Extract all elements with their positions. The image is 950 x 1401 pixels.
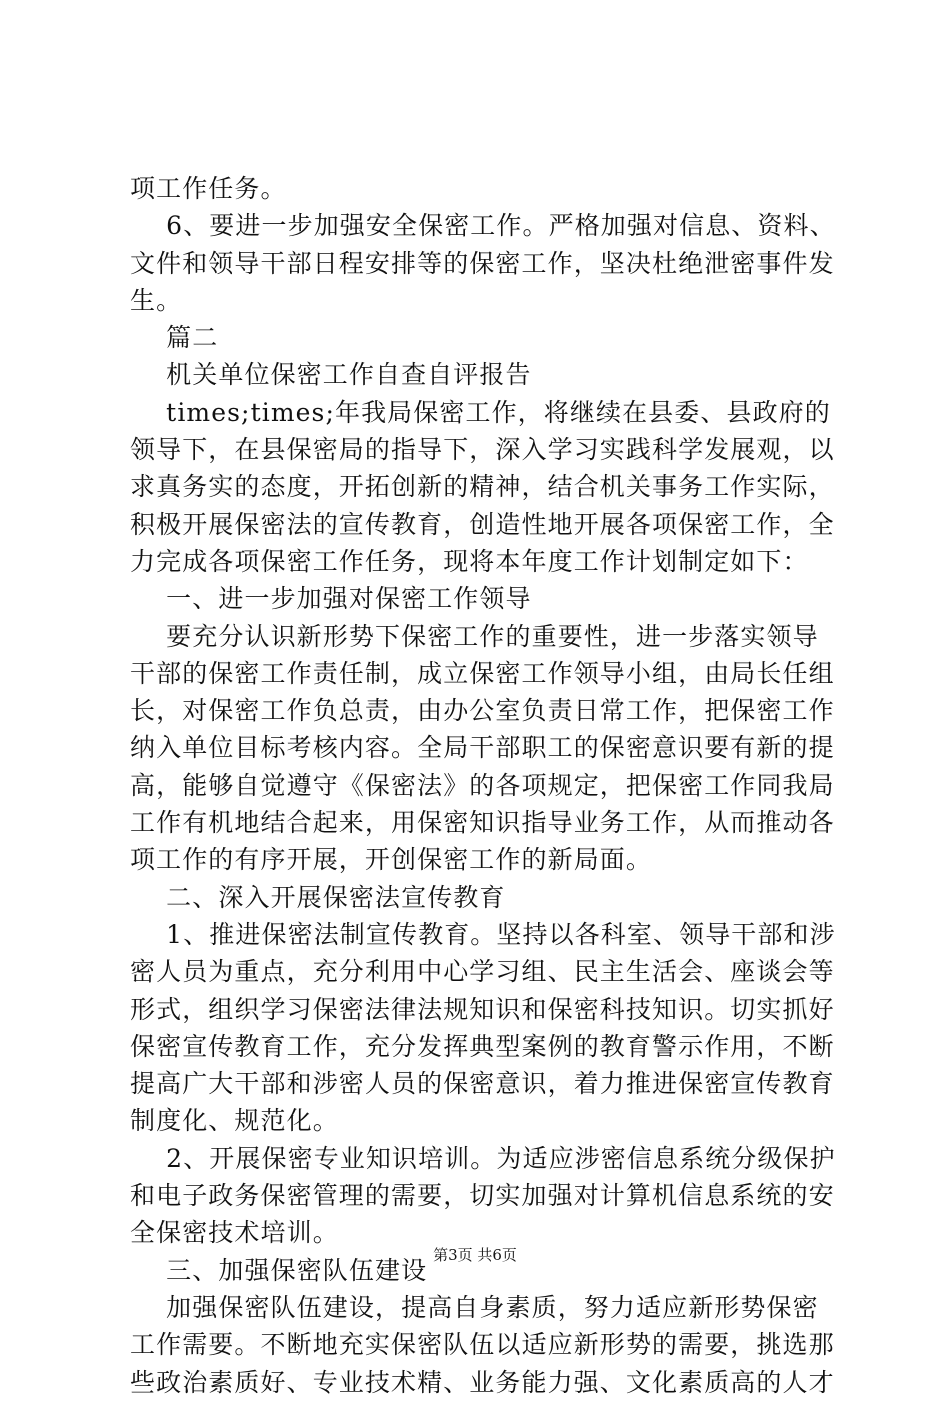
- text-line: 长，对保密工作负总责，由办公室负责日常工作，把保密工作: [130, 696, 835, 726]
- text-line: 形式，组织学习保密法律法规知识和保密科技知识。切实抓好: [130, 994, 835, 1024]
- text-line: 工作有机地结合起来，用保密知识指导业务工作，从而推动各: [130, 808, 835, 838]
- text-line: 高，能够自觉遵守《保密法》的各项规定，把保密工作同我局: [130, 770, 835, 800]
- document-body: [130, 170, 836, 1401]
- text-line: 和电子政务保密管理的需要，切实加强对计算机信息系统的安: [130, 1181, 835, 1211]
- text-line: 机关单位保密工作自查自评报告: [130, 360, 532, 390]
- text-line: 加强保密队伍建设，提高自身素质，努力适应新形势保密: [130, 1292, 819, 1322]
- text-line: 项工作任务。: [130, 174, 287, 203]
- text-line: 制度化、规范化。: [130, 1106, 339, 1136]
- text-line: 求真务实的态度，开拓创新的精神，结合机关事务工作实际，: [130, 472, 835, 502]
- text-line: 全保密技术培训。: [130, 1218, 339, 1248]
- text-line: 三、加强保密队伍建设: [130, 1255, 428, 1285]
- text-line: 保密宣传教育工作，充分发挥典型案例的教育警示作用，不断: [130, 1031, 835, 1061]
- text-line: 提高广大干部和涉密人员的保密意识，着力推进保密宣传教育: [130, 1069, 835, 1099]
- text-line: 一、进一步加强对保密工作领导: [130, 584, 532, 614]
- text-line: 6、要进一步加强安全保密工作。严格加强对信息、资料、: [130, 211, 836, 241]
- text-line: 领导下，在县保密局的指导下，深入学习实践科学发展观，以: [130, 435, 835, 465]
- text-line: times;times;年我局保密工作，将继续在县委、县政府的: [130, 397, 831, 427]
- text-line: 工作需要。不断地充实保密队伍以适应新形势的需要，挑选那: [130, 1330, 835, 1360]
- text-line: 文件和领导干部日程安排等的保密工作，坚决杜绝泄密事件发: [130, 248, 835, 278]
- text-line: 项工作的有序开展，开创保密工作的新局面。: [130, 845, 653, 875]
- text-line: 二、深入开展保密法宣传教育: [130, 882, 506, 912]
- text-line: 2、开展保密专业知识培训。为适应涉密信息系统分级保护: [130, 1143, 836, 1173]
- text-line: 些政治素质好、专业技术精、业务能力强、文化素质高的人才: [130, 1367, 835, 1397]
- page-footer: 第3页 共6页: [433, 1246, 517, 1264]
- text-line: 积极开展保密法的宣传教育，创造性地开展各项保密工作，全: [130, 509, 835, 539]
- text-line: 密人员为重点，充分利用中心学习组、民主生活会、座谈会等: [130, 957, 835, 987]
- text-line: 1、推进保密法制宣传教育。坚持以各科室、领导干部和涉: [130, 919, 836, 949]
- text-line: 力完成各项保密工作任务，现将本年度工作计划制定如下：: [130, 546, 809, 576]
- text-line: 要充分认识新形势下保密工作的重要性，进一步落实领导: [130, 621, 819, 651]
- text-line: 纳入单位目标考核内容。全局干部职工的保密意识要有新的提: [130, 733, 835, 763]
- text-line: 干部的保密工作责任制，成立保密工作领导小组，由局长任组: [130, 658, 835, 688]
- text-line: 生。: [130, 285, 183, 315]
- text-line: 篇二: [130, 323, 219, 353]
